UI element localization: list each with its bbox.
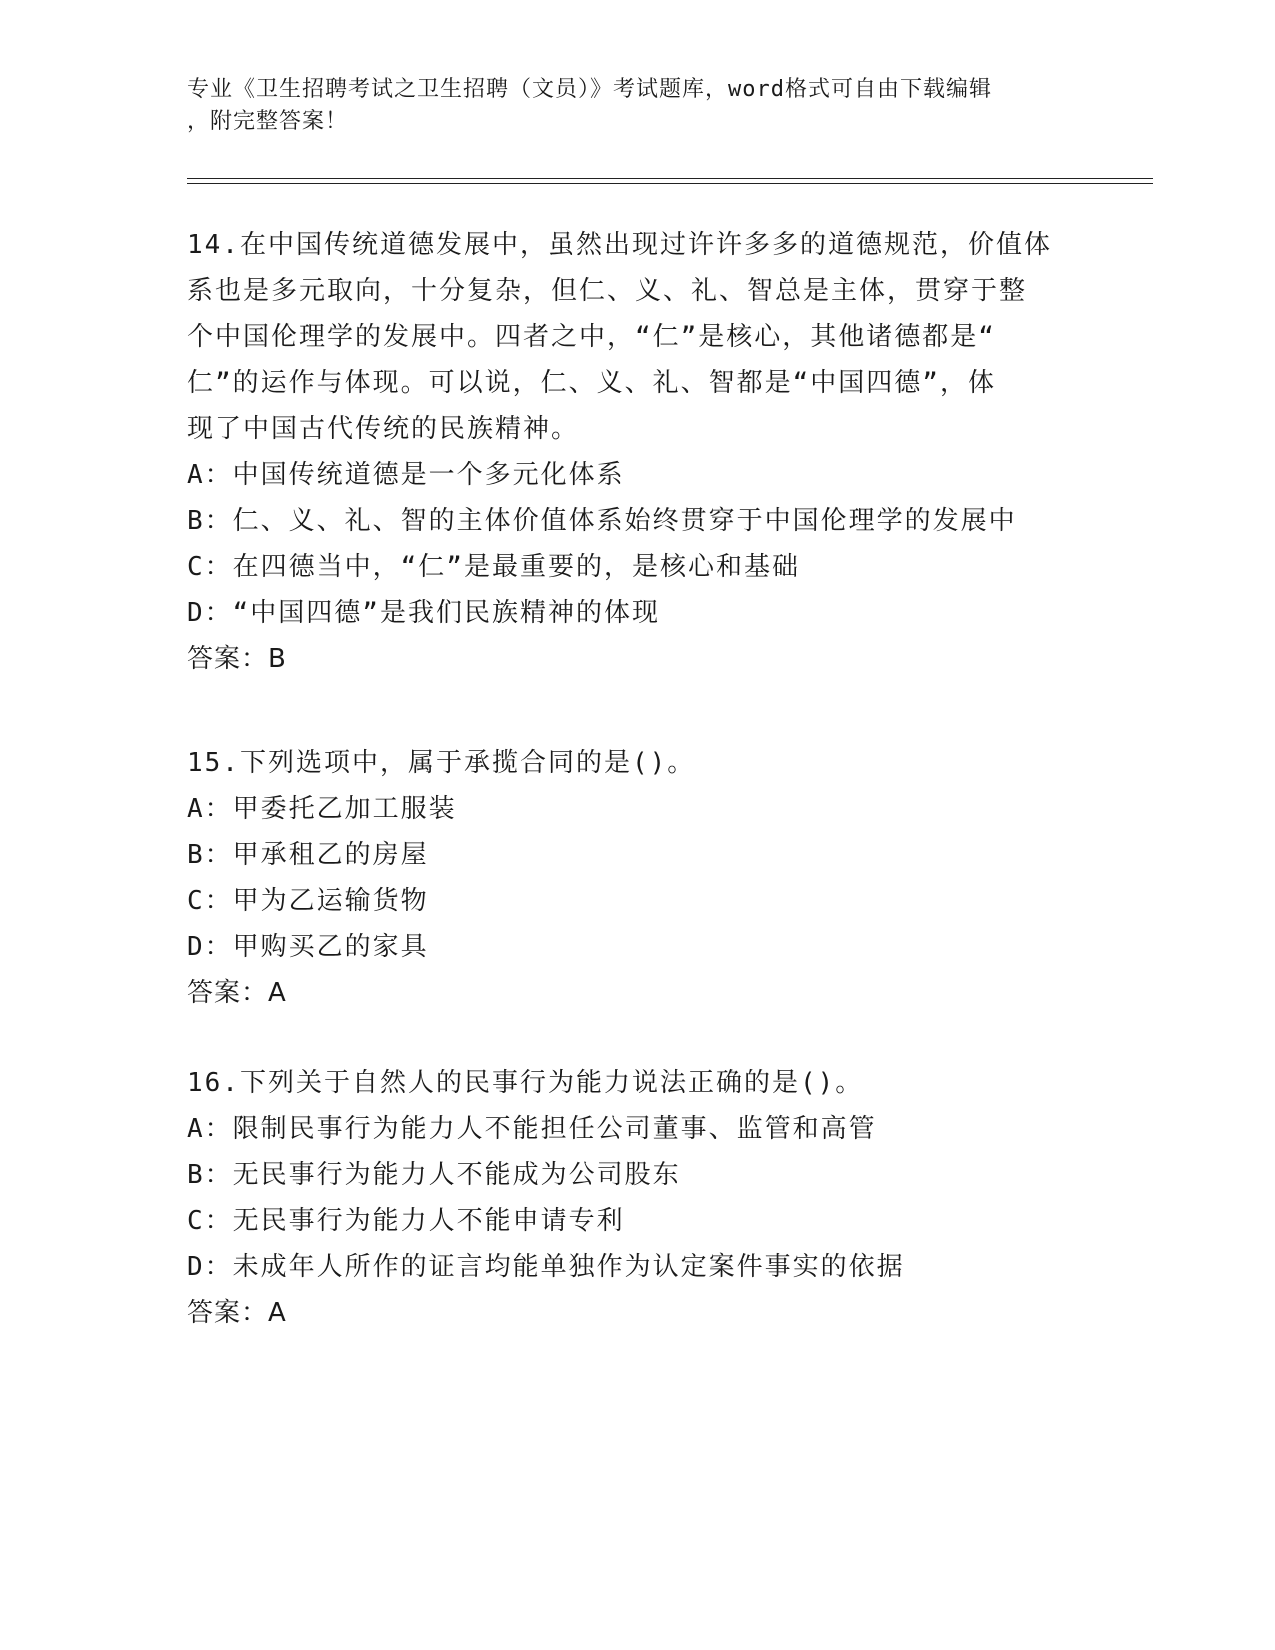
option-c: C：甲为乙运输货物 <box>187 886 429 916</box>
option-c: C：在四德当中，“仁”是最重要的，是核心和基础 <box>187 552 800 582</box>
option-d: D：未成年人所作的证言均能单独作为认定案件事实的依据 <box>187 1252 905 1282</box>
answer-label: 答案：B <box>187 644 287 674</box>
question-stem-line: 16.下列关于自然人的民事行为能力说法正确的是()。 <box>187 1068 864 1098</box>
header-line-1: 专业《卫生招聘考试之卫生招聘（文员）》考试题库，word格式可自由下载编辑 <box>187 77 992 102</box>
option-a: A：中国传统道德是一个多元化体系 <box>187 460 625 490</box>
answer-label: 答案：A <box>187 978 287 1008</box>
option-a: A：甲委托乙加工服装 <box>187 794 457 824</box>
option-d: D：甲购买乙的家具 <box>187 932 429 962</box>
answer-label: 答案：A <box>187 1298 287 1328</box>
question-stem-line: 14.在中国传统道德发展中，虽然出现过许许多多的道德规范，价值体 <box>187 230 1052 260</box>
question-15 <box>187 740 1087 1016</box>
header-line-2: ，附完整答案！ <box>187 109 349 134</box>
question-16 <box>187 1060 1087 1336</box>
question-stem-line: 系也是多元取向，十分复杂，但仁、义、礼、智总是主体，贯穿于整 <box>187 276 1028 306</box>
question-14 <box>187 222 1087 682</box>
option-b: B：甲承租乙的房屋 <box>187 840 429 870</box>
question-stem-line: 个中国伦理学的发展中。四者之中，“仁”是核心，其他诸德都是“ <box>187 322 996 352</box>
option-a: A：限制民事行为能力人不能担任公司董事、监管和高管 <box>187 1114 877 1144</box>
option-b: B：无民事行为能力人不能成为公司股东 <box>187 1160 681 1190</box>
header-divider-bottom <box>187 183 1153 184</box>
option-c: C：无民事行为能力人不能申请专利 <box>187 1206 625 1236</box>
question-stem-line: 现了中国古代传统的民族精神。 <box>187 414 580 444</box>
option-d: D：“中国四德”是我们民族精神的体现 <box>187 598 660 628</box>
option-b: B：仁、义、礼、智的主体价值体系始终贯穿于中国伦理学的发展中 <box>187 506 1017 536</box>
question-stem-line: 仁”的运作与体现。可以说，仁、义、礼、智都是“中国四德”，体 <box>187 368 996 398</box>
header-divider-top <box>187 178 1153 179</box>
document-header <box>187 74 1087 138</box>
question-stem-line: 15.下列选项中，属于承揽合同的是()。 <box>187 748 696 778</box>
